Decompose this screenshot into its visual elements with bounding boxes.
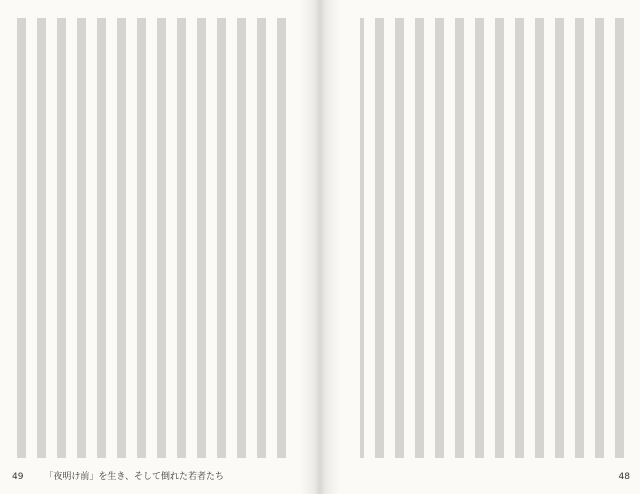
- book-gutter: [300, 0, 340, 494]
- left-page-number: 49: [12, 472, 24, 482]
- left-page-text-columns: [14, 18, 290, 458]
- right-page-number: 48: [618, 472, 630, 482]
- running-header: 「夜明け前」を生き、そして倒れた若者たち: [44, 472, 224, 482]
- right-page: [320, 0, 640, 494]
- right-page-text-columns: [360, 18, 628, 458]
- left-page-footer: [12, 469, 224, 482]
